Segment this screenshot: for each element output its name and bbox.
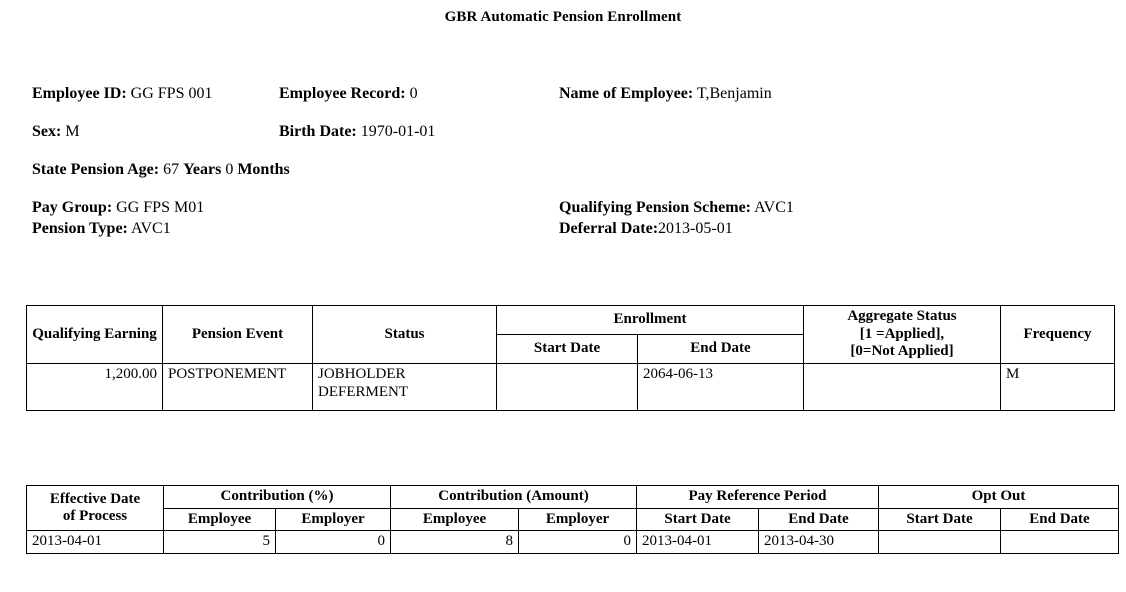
effective-date-line-1: Effective Date (49, 490, 141, 507)
field-qualifying-pension-scheme (559, 199, 794, 217)
field-sex (32, 123, 80, 141)
cell-qualifying-earning: 1,200.00 (27, 364, 163, 411)
col-contribution-amount-group: Contribution (Amount) (391, 486, 637, 509)
employee-record-label: Employee Record: (279, 85, 406, 102)
cell-effective-date: 2013-04-01 (27, 531, 164, 554)
effective-date-line-2: of Process (62, 508, 128, 525)
cell-enrollment-start-date (497, 364, 638, 411)
col-optout-start-date: Start Date (879, 508, 1001, 531)
cell-prp-end-date: 2013-04-30 (759, 531, 879, 554)
cell-pct-employee: 5 (164, 531, 276, 554)
col-pension-event: Pension Event (163, 306, 313, 364)
enrollment-header-row-1 (27, 306, 1115, 335)
state-pension-age-months-value: 0 (225, 161, 234, 178)
table-row (27, 531, 1119, 554)
cell-enrollment-end-date: 2064-06-13 (638, 364, 804, 411)
state-pension-age-months-unit: Months (237, 161, 290, 178)
state-pension-age-years-value: 67 (163, 161, 180, 178)
contribution-table (26, 485, 1119, 554)
cell-optout-end-date (1001, 531, 1119, 554)
cell-frequency: M (1001, 364, 1115, 411)
header-row-identity (32, 85, 1112, 123)
pension-type-value: AVC1 (131, 220, 171, 237)
header-row-pension-type (32, 220, 1112, 241)
field-state-pension-age (32, 161, 290, 179)
birth-date-label: Birth Date: (279, 123, 357, 140)
header-row-pay-group (32, 199, 1112, 220)
col-enrollment-start-date: Start Date (497, 335, 638, 364)
name-of-employee-label: Name of Employee: (559, 85, 694, 102)
cell-status: JOBHOLDER DEFERMENT (313, 364, 497, 411)
sex-value: M (65, 123, 80, 140)
employee-record-value: 0 (409, 85, 418, 102)
col-optout-end-date: End Date (1001, 508, 1119, 531)
cell-pension-event: POSTPONEMENT (163, 364, 313, 411)
aggregate-status-line-3: [0=Not Applied] (850, 343, 954, 360)
col-pct-employee: Employee (164, 508, 276, 531)
employee-header-block (32, 85, 1112, 241)
pay-group-label: Pay Group: (32, 199, 113, 216)
col-enrollment-end-date: End Date (638, 335, 804, 364)
cell-aggregate-status (804, 364, 1001, 411)
contribution-header-row-2 (27, 508, 1119, 531)
deferral-date-label: Deferral Date: (559, 220, 659, 237)
col-contribution-percent-group: Contribution (%) (164, 486, 391, 509)
cell-prp-start-date: 2013-04-01 (637, 531, 759, 554)
state-pension-age-years-unit: Years (183, 161, 222, 178)
pay-group-value: GG FPS M01 (116, 199, 205, 216)
col-qualifying-earning: Qualifying Earning (27, 306, 163, 364)
col-effective-date-of-process (27, 486, 164, 531)
aggregate-status-line-1: Aggregate Status (847, 308, 957, 324)
header-row-state-pension-age (32, 161, 1112, 199)
col-enrollment-group: Enrollment (497, 306, 804, 335)
col-prp-start-date: Start Date (637, 508, 759, 531)
qualifying-pension-scheme-value: AVC1 (754, 199, 794, 216)
employee-id-value: GG FPS 001 (130, 85, 213, 102)
col-amt-employer: Employer (519, 508, 637, 531)
cell-amt-employee: 8 (391, 531, 519, 554)
field-birth-date (279, 123, 435, 141)
col-amt-employee: Employee (391, 508, 519, 531)
enrollment-table (26, 305, 1115, 411)
col-pay-reference-period-group: Pay Reference Period (637, 486, 879, 509)
field-employee-id (32, 85, 212, 103)
employee-id-label: Employee ID: (32, 85, 127, 102)
state-pension-age-label: State Pension Age: (32, 161, 160, 178)
contribution-header-row-1 (27, 486, 1119, 509)
birth-date-value: 1970-01-01 (360, 123, 436, 140)
field-deferral-date (559, 220, 733, 238)
col-opt-out-group: Opt Out (879, 486, 1119, 509)
field-pension-type (32, 220, 171, 238)
header-row-demographics (32, 123, 1112, 161)
col-prp-end-date: End Date (759, 508, 879, 531)
aggregate-status-line-2: [1 =Applied], (859, 325, 945, 342)
field-name-of-employee (559, 85, 772, 103)
col-aggregate-status (804, 306, 1001, 364)
table-row (27, 364, 1115, 411)
name-of-employee-value: T,Benjamin (696, 85, 772, 102)
cell-pct-employer: 0 (276, 531, 391, 554)
pension-type-label: Pension Type: (32, 220, 128, 237)
field-employee-record (279, 85, 418, 103)
col-pct-employer: Employer (276, 508, 391, 531)
cell-amt-employer: 0 (519, 531, 637, 554)
field-pay-group (32, 199, 204, 217)
col-frequency: Frequency (1001, 306, 1115, 364)
col-status: Status (313, 306, 497, 364)
page-title: GBR Automatic Pension Enrollment (444, 9, 682, 25)
qualifying-pension-scheme-label: Qualifying Pension Scheme: (559, 199, 752, 216)
cell-optout-start-date (879, 531, 1001, 554)
sex-label: Sex: (32, 123, 62, 140)
deferral-date-value: 2013-05-01 (658, 220, 733, 237)
